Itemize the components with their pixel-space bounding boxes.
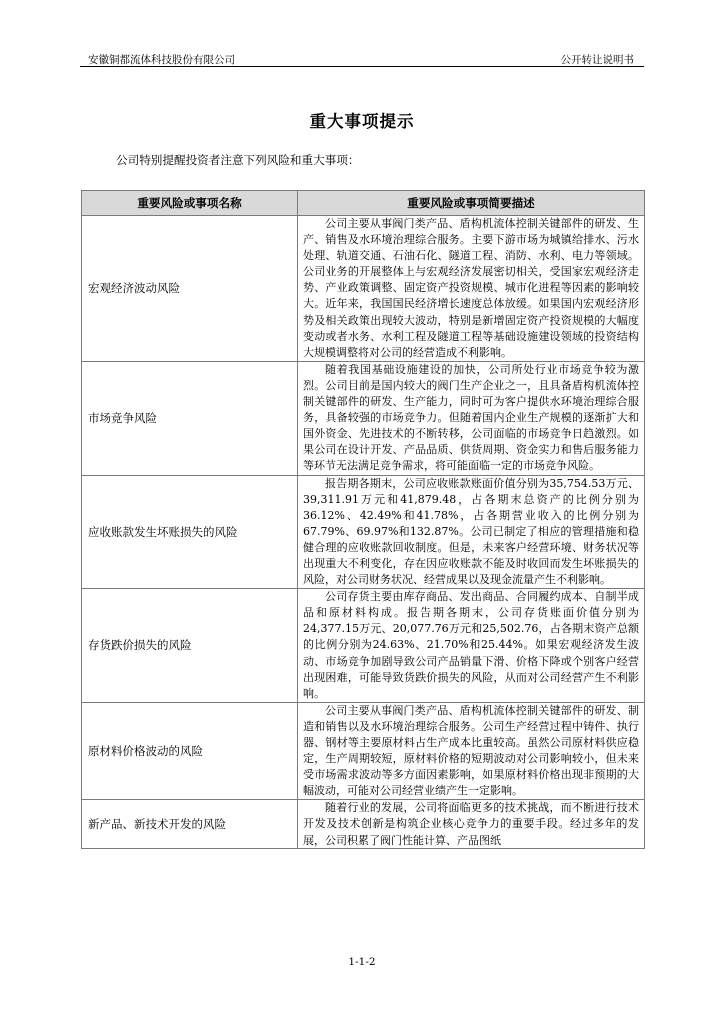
- risk-name-cell: 存货跌价损失的风险: [82, 589, 298, 703]
- risk-description-cell: 公司存货主要由库存商品、发出商品、合同履约成本、自制半成品和原材料构成。报告期各期末，公司存货账面价值分别为24,377.15万元、20,077.76万元和25,502.76，占各期末资产总额的比例分别为24.63%、21.70%和25.44%。如果宏观经济发生波动、市场竞争加剧导致公司产品销量下滑、价格下降或个别客户经营出现困难，可能导致货跌价损失的风险，从而对公司经营产生不利影响。: [298, 589, 645, 703]
- table-row: [82, 702, 645, 800]
- header-document-type: 公开转让说明书: [560, 54, 634, 66]
- risk-table: [81, 190, 645, 849]
- header-company-name: 安徽铜都流体科技股份有限公司: [88, 54, 235, 66]
- table-row: [82, 361, 645, 475]
- risk-name-cell: 宏观经济波动风险: [82, 216, 298, 362]
- column-header-risk-name: 重要风险或事项名称: [82, 191, 298, 216]
- column-header-risk-description: 重要风险或事项简要描述: [298, 191, 645, 216]
- table-row: [82, 475, 645, 589]
- risk-description-cell: [298, 800, 645, 849]
- risk-description-cell: 公司主要从事阀门类产品、盾构机流体控制关键部件的研发、生产、销售及水环境治理综合服务。主要下游市场为城镇给排水、污水处理、轨道交通、石油石化、隧道工程、消防、水利、电力等领域。公司业务的开展整体上与宏观经济发展密切相关，受国家宏观经济走势、产业政策调整、固定资产投资规模、城市化进程等因素的影响较大。近年来，我国国民经济增长速度总体放缓。如果国内宏观经济形势及相关政策出现较大波动，特别是新增固定资产投资规模的大幅度变动或者水务、水利工程及隧道工程等基础设施建设领域的投资结构大规模调整将对公司的经营造成不利影响。: [298, 216, 645, 362]
- risk-name-cell: 原材料价格波动的风险: [82, 702, 298, 800]
- table-row: [82, 800, 645, 849]
- page-title: 重大事项提示: [309, 112, 415, 131]
- table-header-row: [82, 191, 645, 216]
- risk-description-cell: 报告期各期末，公司应收账款账面价值分别为35,754.53万元、39,311.91万元和41,879.48，占各期末总资产的比例分别为36.12%、42.49%和41.78%，占各期营业收入的比例分别为67.79%、69.97%和132.87%。公司已制定了相应的管理措施和稳健合理的应收账款回收制度。但是，未来客户经营环境、财务状况等出现重大不利变化，存在因应收账款不能及时收回而发生坏账损失的风险，对公司财务状况、经营成果以及现金流量产生不利影响。: [298, 475, 645, 589]
- intro-paragraph: 公司特别提醒投资者注意下列风险和重大事项：: [116, 153, 360, 167]
- risk-name-cell: 市场竞争风险: [82, 361, 298, 475]
- table-row: [82, 216, 645, 362]
- table-row: [82, 589, 645, 703]
- risk-description-cell: 公司主要从事阀门类产品、盾构机流体控制关键部件的研发、制造和销售以及水环境治理综合服务。公司生产经营过程中铸件、执行器、钢材等主要原材料占生产成本比重较高。虽然公司原材料供应稳定，生产周期较短，原材料价格的短期波动对公司影响较小，但未来受市场需求波动等多方面因素影响，如果原材料价格出现非预期的大幅波动，可能对公司经营业绩产生一定影响。: [298, 702, 645, 800]
- header-divider: [80, 66, 644, 67]
- risk-description-text: 随着行业的发展，公司将面临更多的技术挑战，而不断进行技术开发及技术创新是构筑企业核心竞争力的重要手段。经过多年的发展，公司积累了阀门性能计算、产品图纸: [303, 801, 639, 847]
- risk-description-cell: 随着我国基础设施建设的加快，公司所处行业市场竞争较为激烈。公司目前是国内较大的阀门生产企业之一，且具备盾构机流体控制关键部件的研发、生产能力，同时可为客户提供水环境治理综合服务，具备较强的市场竞争力。但随着国内企业生产规模的逐渐扩大和国外资金、先进技术的不断转移，公司面临的市场竞争日趋激烈。如果公司在设计开发、产品品质、供货周期、资金实力和售后服务能力等环节无法满足竞争需求，将可能面临一定的市场竞争风险。: [298, 361, 645, 475]
- risk-name-cell: 应收账款发生坏账损失的风险: [82, 475, 298, 589]
- page-number: 1-1-2: [348, 956, 376, 968]
- risk-name-cell: 新产品、新技术开发的风险: [82, 800, 298, 849]
